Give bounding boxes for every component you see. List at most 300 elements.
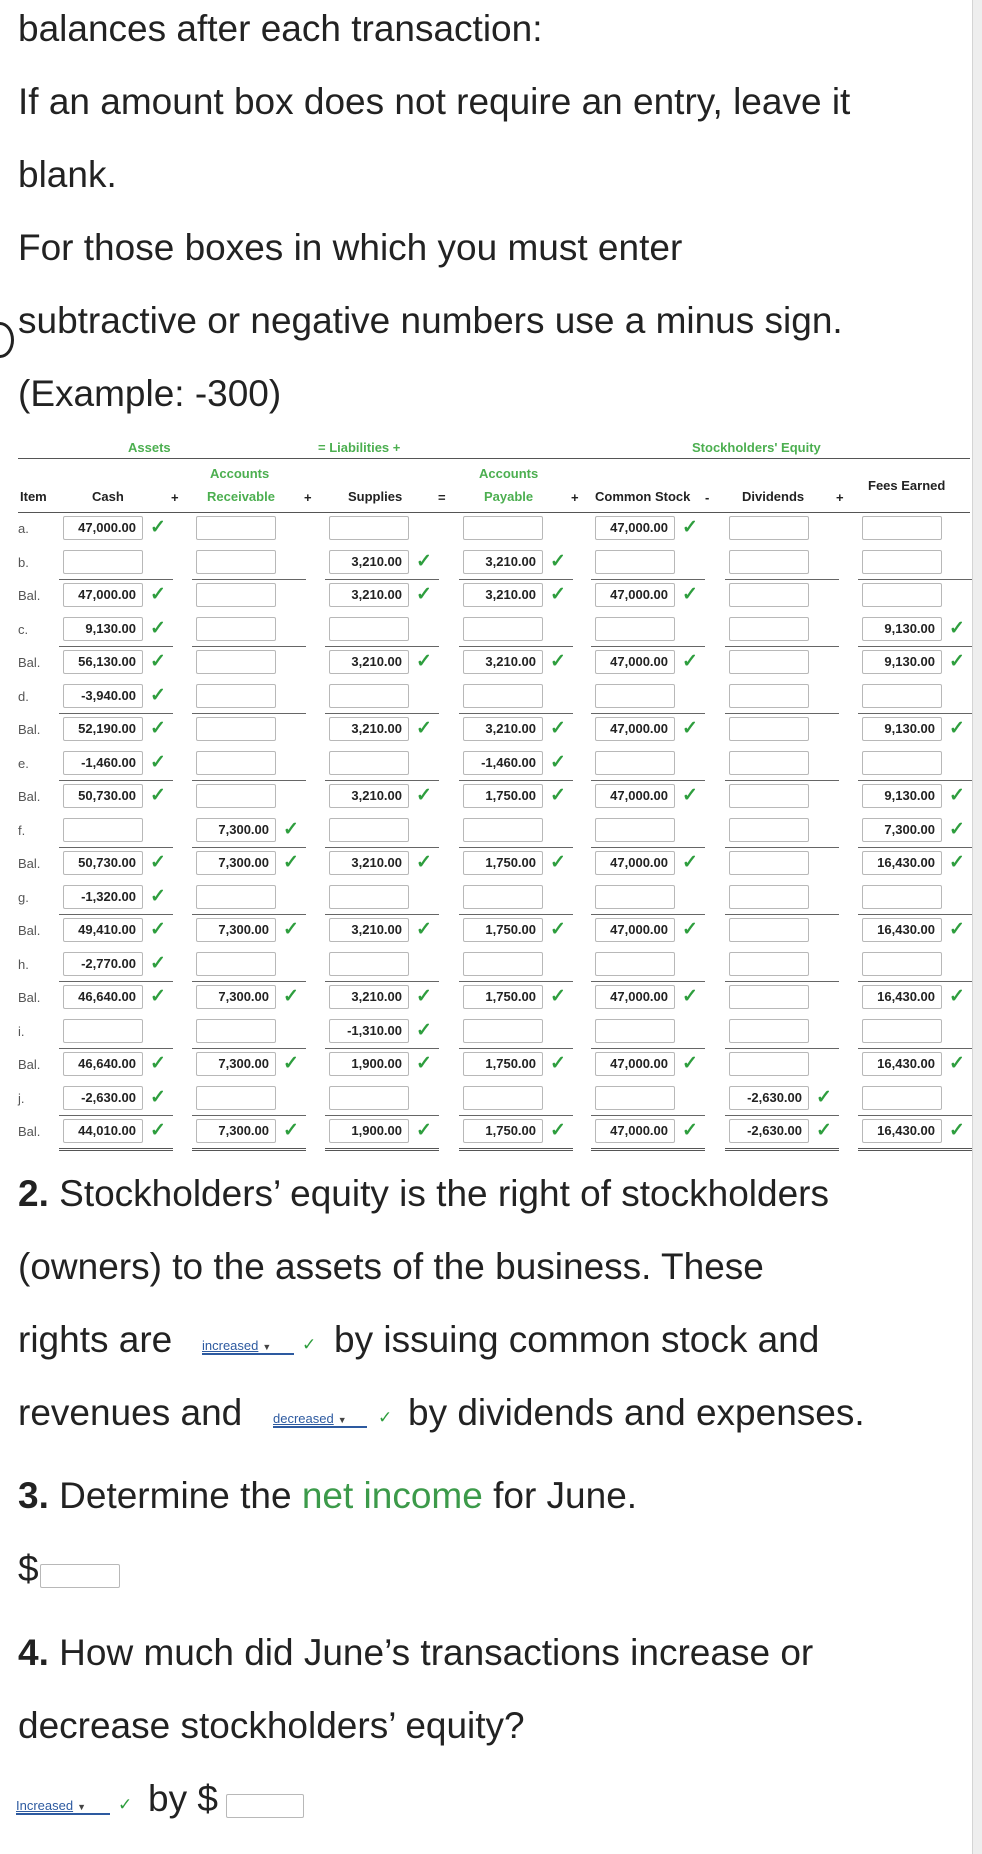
col-ar-line2: Receivable bbox=[207, 489, 275, 504]
accounts-payable-input[interactable]: 3,210.00 bbox=[463, 650, 543, 674]
q2-line-4b: by dividends and expenses. bbox=[408, 1392, 865, 1433]
check-icon: ✓ bbox=[949, 1120, 965, 1141]
op-equals: = bbox=[438, 490, 446, 505]
check-icon: ✓ bbox=[550, 1053, 566, 1074]
check-icon: ✓ bbox=[949, 785, 965, 806]
common-stock-input[interactable]: 47,000.00 bbox=[595, 918, 675, 942]
common-stock-input[interactable]: 47,000.00 bbox=[595, 650, 675, 674]
supplies-input[interactable]: 3,210.00 bbox=[329, 583, 409, 607]
check-icon: ✓ bbox=[283, 1053, 299, 1074]
intro-line-1: balances after each transaction: bbox=[18, 8, 543, 49]
dividends-input[interactable]: -2,630.00 bbox=[729, 1119, 809, 1143]
col-cash: Cash bbox=[92, 489, 124, 504]
common-stock-input[interactable]: 47,000.00 bbox=[595, 583, 675, 607]
q2-text-1: Stockholders’ equity is the right of stockholders bbox=[59, 1173, 829, 1214]
supplies-input[interactable]: 3,210.00 bbox=[329, 985, 409, 1009]
check-icon: ✓ bbox=[682, 1053, 698, 1074]
accounts-payable-input[interactable]: 1,750.00 bbox=[463, 918, 543, 942]
accounts-payable-input[interactable]: 1,750.00 bbox=[463, 1119, 543, 1143]
accounts-payable-input[interactable]: -1,460.00 bbox=[463, 751, 543, 775]
dividends-input[interactable] bbox=[729, 818, 809, 842]
col-ap-line1: Accounts bbox=[479, 466, 539, 481]
cash-input[interactable] bbox=[63, 1019, 143, 1043]
accounts-payable-input[interactable] bbox=[463, 885, 543, 909]
check-icon: ✓ bbox=[949, 718, 965, 739]
accounts-payable-input[interactable]: 1,750.00 bbox=[463, 851, 543, 875]
check-icon: ✓ bbox=[283, 986, 299, 1007]
dividends-input[interactable] bbox=[729, 583, 809, 607]
q3-dollar: $ bbox=[18, 1548, 39, 1589]
q3-line bbox=[18, 1477, 637, 1514]
common-stock-input[interactable] bbox=[595, 818, 675, 842]
fees-earned-input[interactable] bbox=[862, 516, 942, 540]
total-rule bbox=[459, 1115, 573, 1116]
header-liabilities: = Liabilities + bbox=[318, 440, 401, 455]
col-supplies: Supplies bbox=[348, 489, 403, 504]
check-icon: ✓ bbox=[949, 919, 965, 940]
supplies-input[interactable]: 3,210.00 bbox=[329, 650, 409, 674]
check-icon: ✓ bbox=[416, 651, 432, 672]
check-icon: ✓ bbox=[682, 584, 698, 605]
supplies-input[interactable]: 1,900.00 bbox=[329, 1119, 409, 1143]
common-stock-input[interactable] bbox=[595, 751, 675, 775]
supplies-input[interactable] bbox=[329, 617, 409, 641]
common-stock-input[interactable] bbox=[595, 684, 675, 708]
cash-input[interactable]: 44,010.00 bbox=[63, 1119, 143, 1143]
check-icon: ✓ bbox=[550, 584, 566, 605]
accounts-receivable-input[interactable] bbox=[196, 885, 276, 909]
row-item-label: Bal. bbox=[18, 1124, 41, 1139]
accounts-payable-input[interactable] bbox=[463, 818, 543, 842]
supplies-input[interactable]: -1,310.00 bbox=[329, 1019, 409, 1043]
total-rule bbox=[192, 1115, 306, 1116]
check-icon: ✓ bbox=[682, 852, 698, 873]
common-stock-input[interactable]: 47,000.00 bbox=[595, 1052, 675, 1076]
fees-earned-input[interactable]: 9,130.00 bbox=[862, 650, 942, 674]
total-rule bbox=[192, 1048, 306, 1049]
op-plus: + bbox=[304, 490, 312, 505]
final-double-rule bbox=[59, 1148, 173, 1151]
supplies-input[interactable]: 1,900.00 bbox=[329, 1052, 409, 1076]
header-bottom-divider bbox=[18, 512, 970, 513]
accounts-payable-input[interactable]: 3,210.00 bbox=[463, 717, 543, 741]
total-rule bbox=[59, 847, 173, 848]
total-rule bbox=[59, 646, 173, 647]
dividends-input[interactable] bbox=[729, 784, 809, 808]
col-fees-earned: Fees Earned bbox=[868, 478, 946, 493]
cash-input[interactable] bbox=[63, 818, 143, 842]
check-icon: ✓ bbox=[550, 1120, 566, 1141]
supplies-input[interactable]: 3,210.00 bbox=[329, 851, 409, 875]
row-item-label: h. bbox=[18, 957, 29, 972]
row-item-label: a. bbox=[18, 521, 29, 536]
supplies-input[interactable]: 3,210.00 bbox=[329, 784, 409, 808]
col-dividends: Dividends bbox=[742, 489, 805, 504]
q2-select-1[interactable] bbox=[202, 1338, 294, 1355]
row-item-label: Bal. bbox=[18, 1057, 41, 1072]
row-item-label: Bal. bbox=[18, 789, 41, 804]
check-icon: ✓ bbox=[416, 551, 432, 572]
check-icon: ✓ bbox=[550, 785, 566, 806]
check-icon: ✓ bbox=[550, 551, 566, 572]
supplies-input[interactable] bbox=[329, 516, 409, 540]
total-rule bbox=[325, 914, 439, 915]
cash-input[interactable]: 56,130.00 bbox=[63, 650, 143, 674]
check-icon: ✓ bbox=[150, 651, 166, 672]
check-icon: ✓ bbox=[550, 718, 566, 739]
total-rule bbox=[192, 780, 306, 781]
check-icon: ✓ bbox=[682, 517, 698, 538]
total-rule bbox=[459, 914, 573, 915]
op-minus: - bbox=[705, 490, 710, 505]
check-icon: ✓ bbox=[283, 919, 299, 940]
q4-select-value: Increased bbox=[16, 1798, 74, 1813]
fees-earned-input[interactable]: 16,430.00 bbox=[862, 1119, 942, 1143]
q4-select[interactable] bbox=[16, 1798, 110, 1815]
dividends-input[interactable] bbox=[729, 851, 809, 875]
common-stock-input[interactable] bbox=[595, 1019, 675, 1043]
total-rule bbox=[725, 847, 839, 848]
supplies-input[interactable] bbox=[329, 952, 409, 976]
total-rule bbox=[192, 646, 306, 647]
accounts-receivable-input[interactable] bbox=[196, 617, 276, 641]
total-rule bbox=[591, 981, 705, 982]
check-icon: ✓ bbox=[550, 852, 566, 873]
accounts-payable-input[interactable]: 1,750.00 bbox=[463, 784, 543, 808]
total-rule bbox=[725, 914, 839, 915]
row-item-label: b. bbox=[18, 555, 29, 570]
cash-input[interactable]: 9,130.00 bbox=[63, 617, 143, 641]
total-rule bbox=[459, 847, 573, 848]
supplies-input[interactable]: 3,210.00 bbox=[329, 717, 409, 741]
row-item-label: Bal. bbox=[18, 655, 41, 670]
accounts-receivable-input[interactable] bbox=[196, 650, 276, 674]
fees-earned-input[interactable] bbox=[862, 583, 942, 607]
total-rule bbox=[858, 847, 972, 848]
check-icon: ✓ bbox=[550, 919, 566, 940]
total-rule bbox=[591, 646, 705, 647]
dividends-input[interactable] bbox=[729, 885, 809, 909]
op-plus: + bbox=[171, 490, 179, 505]
accounts-payable-input[interactable] bbox=[463, 952, 543, 976]
dividends-input[interactable] bbox=[729, 751, 809, 775]
check-icon: ✓ bbox=[150, 919, 166, 940]
total-rule bbox=[192, 914, 306, 915]
accounts-payable-input[interactable] bbox=[463, 1019, 543, 1043]
intro-line-5: subtractive or negative numbers use a minus sign. bbox=[18, 300, 843, 341]
fees-earned-input[interactable] bbox=[862, 751, 942, 775]
common-stock-input[interactable] bbox=[595, 617, 675, 641]
check-icon: ✓ bbox=[150, 718, 166, 739]
common-stock-input[interactable]: 47,000.00 bbox=[595, 516, 675, 540]
accounts-receivable-input[interactable] bbox=[196, 1019, 276, 1043]
accounts-receivable-input[interactable] bbox=[196, 684, 276, 708]
total-rule bbox=[325, 579, 439, 580]
check-icon: ✓ bbox=[682, 986, 698, 1007]
fees-earned-input[interactable]: 7,300.00 bbox=[862, 818, 942, 842]
check-icon: ✓ bbox=[416, 718, 432, 739]
accounts-payable-input[interactable]: 3,210.00 bbox=[463, 550, 543, 574]
cash-input[interactable]: 50,730.00 bbox=[63, 851, 143, 875]
supplies-input[interactable] bbox=[329, 751, 409, 775]
common-stock-input[interactable] bbox=[595, 885, 675, 909]
total-rule bbox=[459, 1048, 573, 1049]
accounts-payable-input[interactable]: 1,750.00 bbox=[463, 1052, 543, 1076]
total-rule bbox=[325, 713, 439, 714]
total-rule bbox=[725, 646, 839, 647]
check-icon: ✓ bbox=[150, 685, 166, 706]
total-rule bbox=[591, 914, 705, 915]
check-icon: ✓ bbox=[150, 752, 166, 773]
common-stock-input[interactable] bbox=[595, 1086, 675, 1110]
total-rule bbox=[59, 1115, 173, 1116]
final-double-rule bbox=[459, 1148, 573, 1151]
row-item-label: j. bbox=[18, 1091, 25, 1106]
supplies-input[interactable] bbox=[329, 885, 409, 909]
total-rule bbox=[725, 780, 839, 781]
dividends-input[interactable] bbox=[729, 617, 809, 641]
common-stock-input[interactable]: 47,000.00 bbox=[595, 851, 675, 875]
row-item-label: c. bbox=[18, 622, 29, 637]
check-icon: ✓ bbox=[150, 1120, 166, 1141]
accounts-receivable-input[interactable]: 7,300.00 bbox=[196, 818, 276, 842]
supplies-input[interactable] bbox=[329, 684, 409, 708]
check-icon: ✓ bbox=[150, 1053, 166, 1074]
check-icon: ✓ bbox=[550, 651, 566, 672]
q3-text-b: for June. bbox=[493, 1475, 638, 1516]
net-income-input[interactable] bbox=[40, 1564, 120, 1588]
accounts-receivable-input[interactable] bbox=[196, 550, 276, 574]
q4-number: 4. bbox=[18, 1632, 49, 1673]
check-icon: ✓ bbox=[118, 1795, 133, 1814]
check-icon: ✓ bbox=[416, 1120, 432, 1141]
fees-earned-input[interactable]: 16,430.00 bbox=[862, 918, 942, 942]
accounts-receivable-input[interactable] bbox=[196, 717, 276, 741]
total-rule bbox=[725, 1048, 839, 1049]
cash-input[interactable]: 52,190.00 bbox=[63, 717, 143, 741]
fees-earned-input[interactable]: 16,430.00 bbox=[862, 985, 942, 1009]
fees-earned-input[interactable] bbox=[862, 684, 942, 708]
check-icon: ✓ bbox=[949, 986, 965, 1007]
fees-earned-input[interactable]: 16,430.00 bbox=[862, 851, 942, 875]
cash-input[interactable]: 46,640.00 bbox=[63, 985, 143, 1009]
intro-line-2: If an amount box does not require an entry, leave it bbox=[18, 81, 851, 122]
q2-select-2[interactable] bbox=[273, 1411, 367, 1428]
row-item-label: Bal. bbox=[18, 990, 41, 1005]
fees-earned-input[interactable] bbox=[862, 550, 942, 574]
check-icon: ✓ bbox=[682, 919, 698, 940]
accounts-payable-input[interactable] bbox=[463, 684, 543, 708]
total-rule bbox=[459, 646, 573, 647]
final-double-rule bbox=[858, 1148, 972, 1151]
common-stock-input[interactable] bbox=[595, 952, 675, 976]
fees-earned-input[interactable] bbox=[862, 885, 942, 909]
common-stock-input[interactable] bbox=[595, 550, 675, 574]
common-stock-input[interactable]: 47,000.00 bbox=[595, 1119, 675, 1143]
cash-input[interactable] bbox=[63, 550, 143, 574]
final-double-rule bbox=[591, 1148, 705, 1151]
accounts-receivable-input[interactable] bbox=[196, 516, 276, 540]
dividends-input[interactable] bbox=[729, 717, 809, 741]
check-icon: ✓ bbox=[150, 584, 166, 605]
fees-earned-input[interactable] bbox=[862, 1086, 942, 1110]
common-stock-input[interactable]: 47,000.00 bbox=[595, 985, 675, 1009]
check-icon: ✓ bbox=[816, 1087, 832, 1108]
common-stock-input[interactable]: 47,000.00 bbox=[595, 717, 675, 741]
total-rule bbox=[725, 579, 839, 580]
supplies-input[interactable]: 3,210.00 bbox=[329, 918, 409, 942]
cash-input[interactable]: 50,730.00 bbox=[63, 784, 143, 808]
total-rule bbox=[725, 713, 839, 714]
check-icon: ✓ bbox=[150, 618, 166, 639]
q2-number: 2. bbox=[18, 1173, 49, 1214]
check-icon: ✓ bbox=[416, 1020, 432, 1041]
check-icon: ✓ bbox=[816, 1120, 832, 1141]
intro-line-4: For those boxes in which you must enter bbox=[18, 227, 683, 268]
check-icon: ✓ bbox=[949, 1053, 965, 1074]
dividends-input[interactable] bbox=[729, 684, 809, 708]
dividends-input[interactable] bbox=[729, 516, 809, 540]
op-plus: + bbox=[836, 490, 844, 505]
accounts-receivable-input[interactable] bbox=[196, 1086, 276, 1110]
cash-input[interactable]: 46,640.00 bbox=[63, 1052, 143, 1076]
check-icon: ✓ bbox=[150, 1087, 166, 1108]
cash-input[interactable]: 49,410.00 bbox=[63, 918, 143, 942]
row-item-label: Bal. bbox=[18, 588, 41, 603]
total-rule bbox=[858, 646, 972, 647]
accounts-receivable-input[interactable] bbox=[196, 784, 276, 808]
accounts-receivable-input[interactable]: 7,300.00 bbox=[196, 985, 276, 1009]
total-rule bbox=[325, 1115, 439, 1116]
accounts-receivable-input[interactable]: 7,300.00 bbox=[196, 1119, 276, 1143]
dividends-input[interactable] bbox=[729, 1052, 809, 1076]
q2-line-2: (owners) to the assets of the business. These bbox=[18, 1246, 764, 1287]
check-icon: ✓ bbox=[283, 819, 299, 840]
equity-change-input[interactable] bbox=[226, 1794, 304, 1818]
check-icon: ✓ bbox=[150, 886, 166, 907]
check-icon: ✓ bbox=[682, 651, 698, 672]
total-rule bbox=[459, 780, 573, 781]
dividends-input[interactable] bbox=[729, 1019, 809, 1043]
cash-input[interactable]: -2,770.00 bbox=[63, 952, 143, 976]
total-rule bbox=[459, 713, 573, 714]
cash-input[interactable]: -1,320.00 bbox=[63, 885, 143, 909]
accounts-receivable-input[interactable]: 7,300.00 bbox=[196, 851, 276, 875]
q2-select-1-value: increased bbox=[202, 1338, 259, 1353]
check-icon: ✓ bbox=[416, 919, 432, 940]
accounts-receivable-input[interactable]: 7,300.00 bbox=[196, 1052, 276, 1076]
accounts-receivable-input[interactable] bbox=[196, 751, 276, 775]
total-rule bbox=[725, 1115, 839, 1116]
total-rule bbox=[192, 981, 306, 982]
check-icon: ✓ bbox=[416, 852, 432, 873]
scrollbar-track[interactable] bbox=[972, 0, 982, 1854]
intro-line-3: blank. bbox=[18, 154, 117, 195]
total-rule bbox=[325, 780, 439, 781]
fees-earned-input[interactable]: 9,130.00 bbox=[862, 717, 942, 741]
check-icon: ✓ bbox=[949, 618, 965, 639]
q4-line-2: decrease stockholders’ equity? bbox=[18, 1705, 525, 1746]
q2-line-3b: by issuing common stock and bbox=[334, 1319, 820, 1360]
check-icon: ✓ bbox=[150, 953, 166, 974]
fees-earned-input[interactable]: 9,130.00 bbox=[862, 784, 942, 808]
check-icon: ✓ bbox=[378, 1408, 393, 1427]
cash-input[interactable]: -2,630.00 bbox=[63, 1086, 143, 1110]
accounts-payable-input[interactable]: 1,750.00 bbox=[463, 985, 543, 1009]
cash-input[interactable]: 47,000.00 bbox=[63, 583, 143, 607]
total-rule bbox=[858, 713, 972, 714]
total-rule bbox=[192, 847, 306, 848]
dividends-input[interactable] bbox=[729, 985, 809, 1009]
q3-text-a: Determine the bbox=[59, 1475, 292, 1516]
cash-input[interactable]: 47,000.00 bbox=[63, 516, 143, 540]
net-income-link[interactable]: net income bbox=[301, 1475, 483, 1516]
fees-earned-input[interactable] bbox=[862, 1019, 942, 1043]
col-common-stock: Common Stock bbox=[595, 489, 691, 504]
q2-line-3a: rights are bbox=[18, 1319, 173, 1360]
accounts-receivable-input[interactable] bbox=[196, 583, 276, 607]
accounts-payable-input[interactable] bbox=[463, 1086, 543, 1110]
fees-earned-input[interactable]: 9,130.00 bbox=[862, 617, 942, 641]
dividends-input[interactable]: -2,630.00 bbox=[729, 1086, 809, 1110]
total-rule bbox=[192, 713, 306, 714]
check-icon: ✓ bbox=[283, 1120, 299, 1141]
check-icon: ✓ bbox=[416, 986, 432, 1007]
check-icon: ✓ bbox=[550, 986, 566, 1007]
cash-input[interactable]: -3,940.00 bbox=[63, 684, 143, 708]
row-item-label: f. bbox=[18, 823, 26, 838]
accounts-payable-input[interactable]: 3,210.00 bbox=[463, 583, 543, 607]
dividends-input[interactable] bbox=[729, 918, 809, 942]
total-rule bbox=[858, 579, 972, 580]
row-item-label: Bal. bbox=[18, 722, 41, 737]
supplies-input[interactable] bbox=[329, 1086, 409, 1110]
total-rule bbox=[858, 1115, 972, 1116]
total-rule bbox=[858, 914, 972, 915]
op-plus: + bbox=[571, 490, 579, 505]
supplies-input[interactable]: 3,210.00 bbox=[329, 550, 409, 574]
check-icon: ✓ bbox=[949, 819, 965, 840]
total-rule bbox=[325, 981, 439, 982]
dividends-input[interactable] bbox=[729, 550, 809, 574]
total-rule bbox=[192, 579, 306, 580]
total-rule bbox=[591, 847, 705, 848]
q4-text-1: How much did June’s transactions increase or bbox=[59, 1632, 814, 1673]
accounts-payable-input[interactable] bbox=[463, 516, 543, 540]
supplies-input[interactable] bbox=[329, 818, 409, 842]
row-item-label: i. bbox=[18, 1024, 25, 1039]
check-icon: ✓ bbox=[416, 1053, 432, 1074]
total-rule bbox=[59, 713, 173, 714]
total-rule bbox=[59, 780, 173, 781]
check-icon: ✓ bbox=[150, 517, 166, 538]
row-item-label: g. bbox=[18, 890, 29, 905]
dividends-input[interactable] bbox=[729, 952, 809, 976]
fees-earned-input[interactable]: 16,430.00 bbox=[862, 1052, 942, 1076]
accounts-receivable-input[interactable]: 7,300.00 bbox=[196, 918, 276, 942]
accounts-receivable-input[interactable] bbox=[196, 952, 276, 976]
common-stock-input[interactable]: 47,000.00 bbox=[595, 784, 675, 808]
dividends-input[interactable] bbox=[729, 650, 809, 674]
check-icon: ✓ bbox=[949, 651, 965, 672]
total-rule bbox=[459, 579, 573, 580]
fees-earned-input[interactable] bbox=[862, 952, 942, 976]
q2-line-1 bbox=[18, 1175, 829, 1212]
check-icon: ✓ bbox=[682, 718, 698, 739]
total-rule bbox=[591, 579, 705, 580]
cash-input[interactable]: -1,460.00 bbox=[63, 751, 143, 775]
accounts-payable-input[interactable] bbox=[463, 617, 543, 641]
